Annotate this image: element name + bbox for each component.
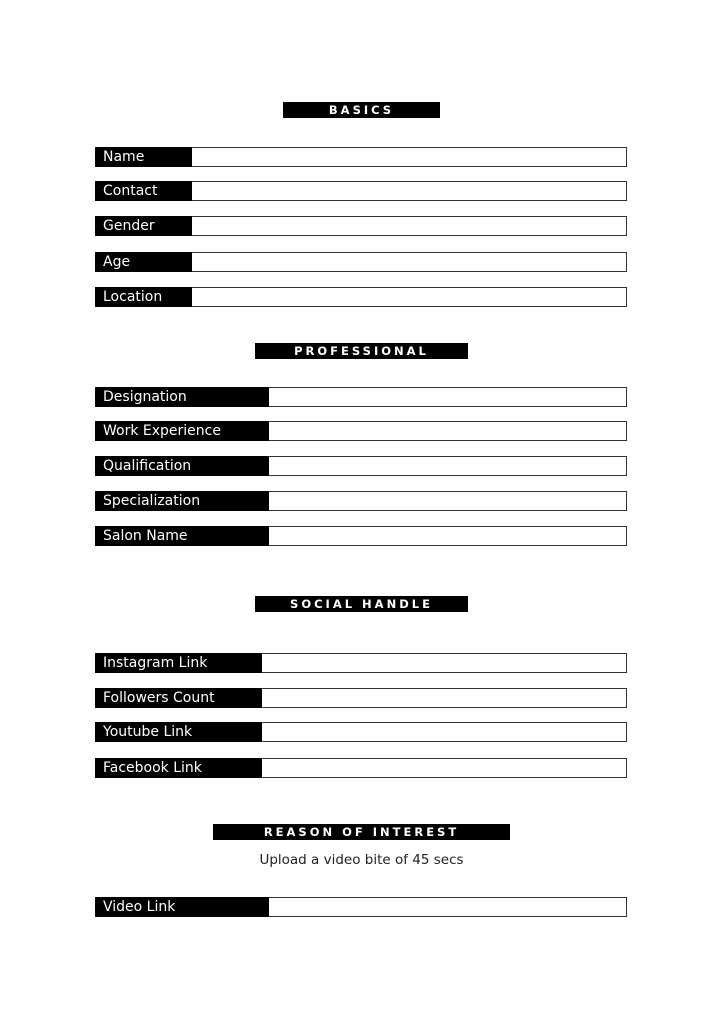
- field-label: Designation: [95, 387, 269, 407]
- designation-input[interactable]: [269, 387, 627, 407]
- age-input[interactable]: [192, 252, 627, 272]
- form-row-facebook-link: [95, 758, 627, 778]
- form-row-age: [95, 252, 627, 272]
- youtube-link-input[interactable]: [262, 722, 627, 742]
- form-row-designation: [95, 387, 627, 407]
- form-row-salon-name: [95, 526, 627, 546]
- field-label: Facebook Link: [95, 758, 262, 778]
- form-row-youtube-link: [95, 722, 627, 742]
- location-input[interactable]: [192, 287, 627, 307]
- followers-count-input[interactable]: [262, 688, 627, 708]
- form-row-contact: [95, 181, 627, 201]
- field-label: Youtube Link: [95, 722, 262, 742]
- field-label: Video Link: [95, 897, 269, 917]
- qualification-input[interactable]: [269, 456, 627, 476]
- field-label: Salon Name: [95, 526, 269, 546]
- salon-name-input[interactable]: [269, 526, 627, 546]
- section-header-professional: PROFESSIONAL: [255, 343, 468, 359]
- work-experience-input[interactable]: [269, 421, 627, 441]
- facebook-link-input[interactable]: [262, 758, 627, 778]
- section-header-basics: BASICS: [283, 102, 440, 118]
- field-label: Qualification: [95, 456, 269, 476]
- section-header-social-handle: SOCIAL HANDLE: [255, 596, 468, 612]
- video-link-input[interactable]: [269, 897, 627, 917]
- form-row-followers-count: [95, 688, 627, 708]
- field-label: Instagram Link: [95, 653, 262, 673]
- specialization-input[interactable]: [269, 491, 627, 511]
- instagram-link-input[interactable]: [262, 653, 627, 673]
- section-header-reason-of-interest: REASON OF INTEREST: [213, 824, 510, 840]
- form-row-gender: [95, 216, 627, 236]
- form-row-video-link: [95, 897, 627, 917]
- upload-instruction-text: Upload a video bite of 45 secs: [259, 852, 464, 868]
- field-label: Location: [95, 287, 192, 307]
- form-row-specialization: [95, 491, 627, 511]
- form-row-qualification: [95, 456, 627, 476]
- field-label: Followers Count: [95, 688, 262, 708]
- form-row-instagram-link: [95, 653, 627, 673]
- field-label: Specialization: [95, 491, 269, 511]
- field-label: Age: [95, 252, 192, 272]
- form-row-work-experience: [95, 421, 627, 441]
- field-label: Work Experience: [95, 421, 269, 441]
- contact-input[interactable]: [192, 181, 627, 201]
- name-input[interactable]: [192, 147, 627, 167]
- form-row-location: [95, 287, 627, 307]
- gender-input[interactable]: [192, 216, 627, 236]
- field-label: Contact: [95, 181, 192, 201]
- field-label: Name: [95, 147, 192, 167]
- field-label: Gender: [95, 216, 192, 236]
- form-row-name: [95, 147, 627, 167]
